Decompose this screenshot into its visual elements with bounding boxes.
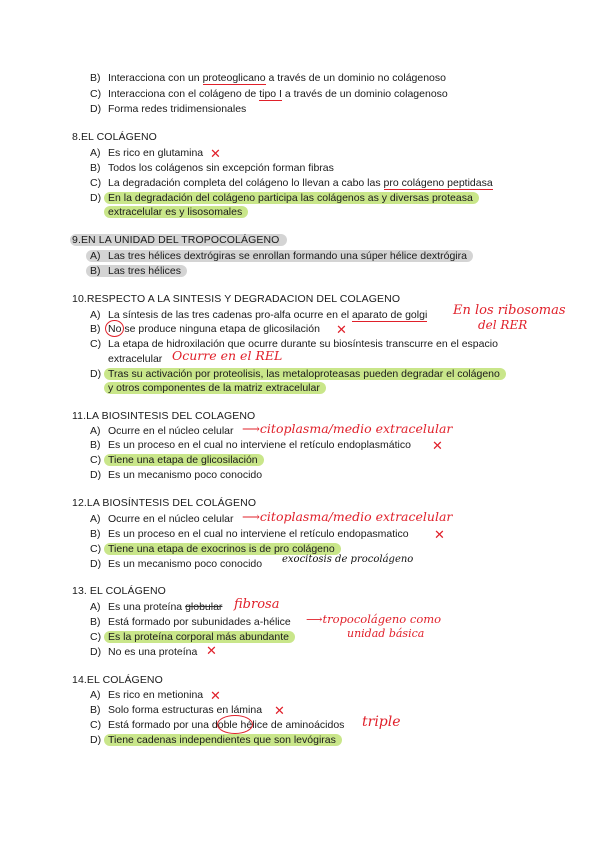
q11-option-c: C) Tiene una etapa de glicosilación — [90, 453, 264, 467]
q13-option-c: C) Es la proteína corporal más abundante — [90, 630, 295, 644]
q8-option-a: A) Es rico en glutamina — [90, 147, 204, 159]
option-top-c: C) Interacciona con el colágeno de tipo I a través de un dominio colagenoso — [90, 88, 448, 100]
circle-mark — [105, 320, 124, 337]
question-13-title: 13. EL COLÁGENO — [72, 585, 166, 597]
cross-mark-icon: ✕ — [210, 147, 221, 162]
cross-mark-icon: ✕ — [434, 528, 445, 543]
arrow-icon: ⟶ — [242, 421, 260, 436]
q8-option-d: D) En la degradación del colágeno participa las colágenos as y diversas proteasa — [90, 191, 479, 205]
handwritten-note: En los ribosomas — [453, 303, 566, 318]
handwritten-note: Ocurre en el REL — [172, 348, 283, 363]
handwritten-note: ⟶tropocolágeno como — [306, 612, 442, 626]
q11-option-a: A) Ocurre en el núcleo celular — [90, 425, 234, 437]
arrow-icon: ⟶ — [242, 509, 260, 524]
question-14-title: 14.EL COLÁGENO — [72, 674, 163, 686]
q10-option-a: A) La síntesis de las tres cadenas pro-alfa ocurre en el aparato de golgi — [90, 309, 428, 321]
arrow-icon: ⟶ — [306, 612, 323, 626]
q14-option-a: A) Es rico en metionina — [90, 689, 204, 701]
option-top-b: B) Interacciona con un proteoglicano a través de un dominio no colágenoso — [90, 72, 446, 84]
q12-option-a: A) Ocurre en el núcleo celular — [90, 513, 234, 525]
q10-option-d-cont: y otros componentes de la matriz extracelular — [108, 381, 326, 395]
cross-mark-icon: ✕ — [206, 644, 217, 659]
q9-option-b: B) Las tres hélices — [90, 264, 187, 278]
q13-option-a: A) Es una proteína globular — [90, 601, 223, 613]
q8-option-b: B) Todos los colágenos sin excepción forman fibras — [90, 162, 334, 174]
q10-option-c: C) La etapa de hidroxilación que ocurre durante su biosíntesis transcurre en el espacio — [90, 338, 498, 350]
handwritten-note: fibrosa — [234, 597, 280, 612]
cross-mark-icon: ✕ — [336, 323, 347, 338]
cross-mark-icon: ✕ — [432, 439, 443, 454]
q8-option-d-cont: extracelular es y lisosomales — [108, 205, 248, 219]
q11-option-b: B) Es un proceso en el cual no interviene el retículo endoplasmático — [90, 439, 411, 451]
q13-option-d: D) No es una proteína — [90, 646, 198, 658]
q10-option-d: D) Tras su activación por proteolisis, las metaloproteasas pueden degradar el colágeno — [90, 367, 506, 381]
q12-option-d: D) Es un mecanismo poco conocido — [90, 558, 263, 570]
q12-option-c: C) Tiene una etapa de exocrinos is de pro colágeno — [90, 542, 341, 556]
q9-option-a: A) Las tres hélices dextrógiras se enrollan formando una súper hélice dextrógira — [90, 249, 473, 263]
handwritten-note: ⟶citoplasma/medio extracelular — [242, 509, 453, 524]
q11-option-d: D) Es un mecanismo poco conocido — [90, 469, 263, 481]
cross-mark-icon: ✕ — [210, 689, 221, 704]
question-11-title: 11.LA BIOSINTESIS DEL COLAGENO — [72, 410, 256, 422]
q14-option-b: B) Solo forma estructuras en lámina — [90, 704, 263, 716]
question-10-title: 10.RESPECTO A LA SINTESIS Y DEGRADACION DEL COLAGENO — [72, 293, 401, 305]
question-12-title: 12.LA BIOSÍNTESIS DEL COLÁGENO — [72, 497, 257, 509]
q14-option-c: C) Está formado por una doble hélice de aminoácidos — [90, 719, 345, 731]
question-9-title: 9.EN LA UNIDAD DEL TROPOCOLÁGENO — [70, 234, 287, 246]
q14-option-d: D) Tiene cadenas independientes que son levógiras — [90, 733, 342, 747]
q12-option-b: B) Es un proceso en el cual no interviene el retículo endopasmatico — [90, 528, 409, 540]
question-8-title: 8.EL COLÁGENO — [72, 131, 157, 143]
option-top-d: D) Forma redes tridimensionales — [90, 103, 247, 115]
cross-mark-icon: ✕ — [274, 704, 285, 719]
handwritten-note: ⟶citoplasma/medio extracelular — [242, 421, 453, 436]
handwritten-note: unidad básica — [347, 627, 425, 640]
q8-option-c: C) La degradación completa del colágeno lo llevan a cabo las pro colágeno peptidasa — [90, 177, 493, 189]
q10-option-b: B) No se produce ninguna etapa de glicosilación — [90, 323, 320, 335]
q10-option-c-cont: extracelular — [108, 353, 163, 365]
q13-option-b: B) Está formado por subunidades a-hélice — [90, 616, 291, 628]
handwritten-note: triple — [362, 714, 401, 730]
circle-mark — [217, 715, 253, 734]
handwritten-note: exocitosis de procolágeno — [282, 554, 414, 565]
handwritten-note: del RER — [478, 318, 528, 332]
